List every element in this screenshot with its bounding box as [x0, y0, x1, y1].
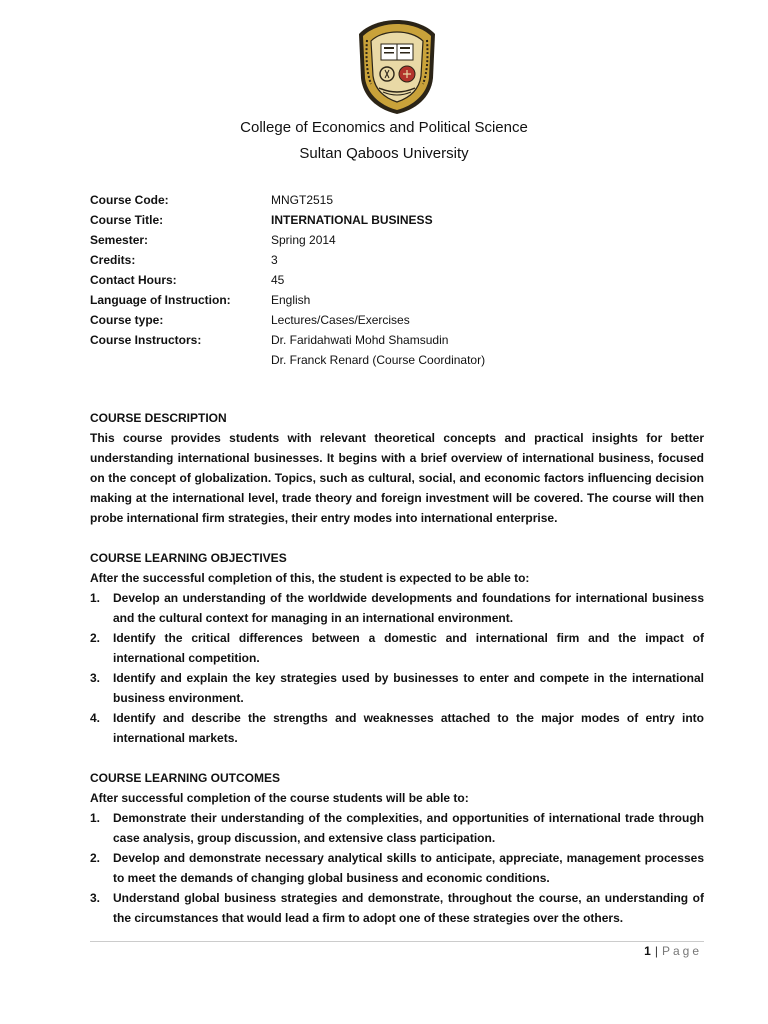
page-footer	[644, 944, 702, 958]
item-text: Understand global business strategies and demonstrate, throughout the course, an understanding of the circumstances that would lead a firm to adopt one of these strategies over the others.	[113, 891, 704, 925]
list-item	[90, 808, 704, 848]
list-item	[90, 668, 704, 708]
item-number: 1.	[90, 591, 101, 605]
info-label: Semester:	[90, 233, 149, 247]
outcomes-intro: After successful completion of the course students will be able to:	[90, 791, 469, 805]
objectives-list	[90, 588, 704, 748]
footer-divider	[90, 941, 704, 942]
footer-separator: |	[654, 944, 658, 958]
info-value: English	[271, 293, 311, 307]
info-label: Contact Hours:	[90, 273, 177, 287]
list-item	[90, 708, 704, 748]
objectives-section	[90, 548, 704, 748]
info-value: Lectures/Cases/Exercises	[271, 313, 410, 327]
info-value: MNGT2515	[271, 193, 334, 207]
info-label: Language of Instruction:	[90, 293, 231, 307]
info-value: INTERNATIONAL BUSINESS	[271, 213, 433, 227]
objectives-intro: After the successful completion of this, the student is expected to be able to:	[90, 571, 530, 585]
info-value: 3	[271, 253, 278, 267]
info-label: Course type:	[90, 313, 164, 327]
university-name: Sultan Qaboos University	[299, 145, 469, 162]
university-crest-icon	[357, 18, 437, 114]
info-label: Course Code:	[90, 193, 169, 207]
list-item	[90, 888, 704, 928]
list-item	[90, 628, 704, 668]
college-name: College of Economics and Political Science	[240, 119, 528, 136]
item-number: 3.	[90, 671, 101, 685]
info-label: Course Title:	[90, 213, 164, 227]
section-heading: COURSE DESCRIPTION	[90, 411, 227, 425]
course-description-section	[90, 408, 704, 528]
page-word: Page	[661, 944, 702, 958]
info-value: Spring 2014	[271, 233, 336, 247]
page-number: 1	[644, 944, 651, 958]
item-number: 4.	[90, 711, 101, 725]
item-text: Identify and explain the key strategies used by businesses to enter and compete in the international business environment.	[113, 671, 704, 705]
item-number: 2.	[90, 851, 101, 865]
item-text: Develop an understanding of the worldwide developments and foundations for international business and the cultural context for managing in an international environment.	[113, 591, 704, 625]
item-number: 2.	[90, 631, 101, 645]
section-heading: COURSE LEARNING OUTCOMES	[90, 771, 281, 785]
description-text: This course provides students with relevant theoretical concepts and practical insights for better understanding international businesses. It begins with a brief overview of international business, focused on the concept of globalization. Topics, such as cultural, social, and economic factors influencing decision making at the international level, trade theory and foreign investment will be covered. The course will then probe international firm strategies, their entry modes into international enterprise.	[90, 431, 704, 525]
section-heading: COURSE LEARNING OBJECTIVES	[90, 551, 287, 565]
list-item	[90, 588, 704, 628]
outcomes-section	[90, 768, 704, 928]
info-label: Credits:	[90, 253, 136, 267]
info-value: 45	[271, 273, 285, 287]
info-value: Dr. Faridahwati Mohd Shamsudin	[271, 333, 449, 347]
item-text: Develop and demonstrate necessary analytical skills to anticipate, appreciate, management processes to meet the demands of changing global business and economic conditions.	[113, 851, 704, 885]
outcomes-list	[90, 808, 704, 928]
item-text: Identify and describe the strengths and weaknesses attached to the major modes of entry into international markets.	[113, 711, 704, 745]
list-item	[90, 848, 704, 888]
item-number: 3.	[90, 891, 101, 905]
info-label: Course Instructors:	[90, 333, 202, 347]
item-number: 1.	[90, 811, 101, 825]
info-value: Dr. Franck Renard (Course Coordinator)	[271, 353, 486, 367]
item-text: Demonstrate their understanding of the complexities, and opportunities of international trade through case analysis, group discussion, and extensive class participation.	[113, 811, 704, 845]
item-text: Identify the critical differences between a domestic and international firm and the impact of international competition.	[113, 631, 704, 665]
